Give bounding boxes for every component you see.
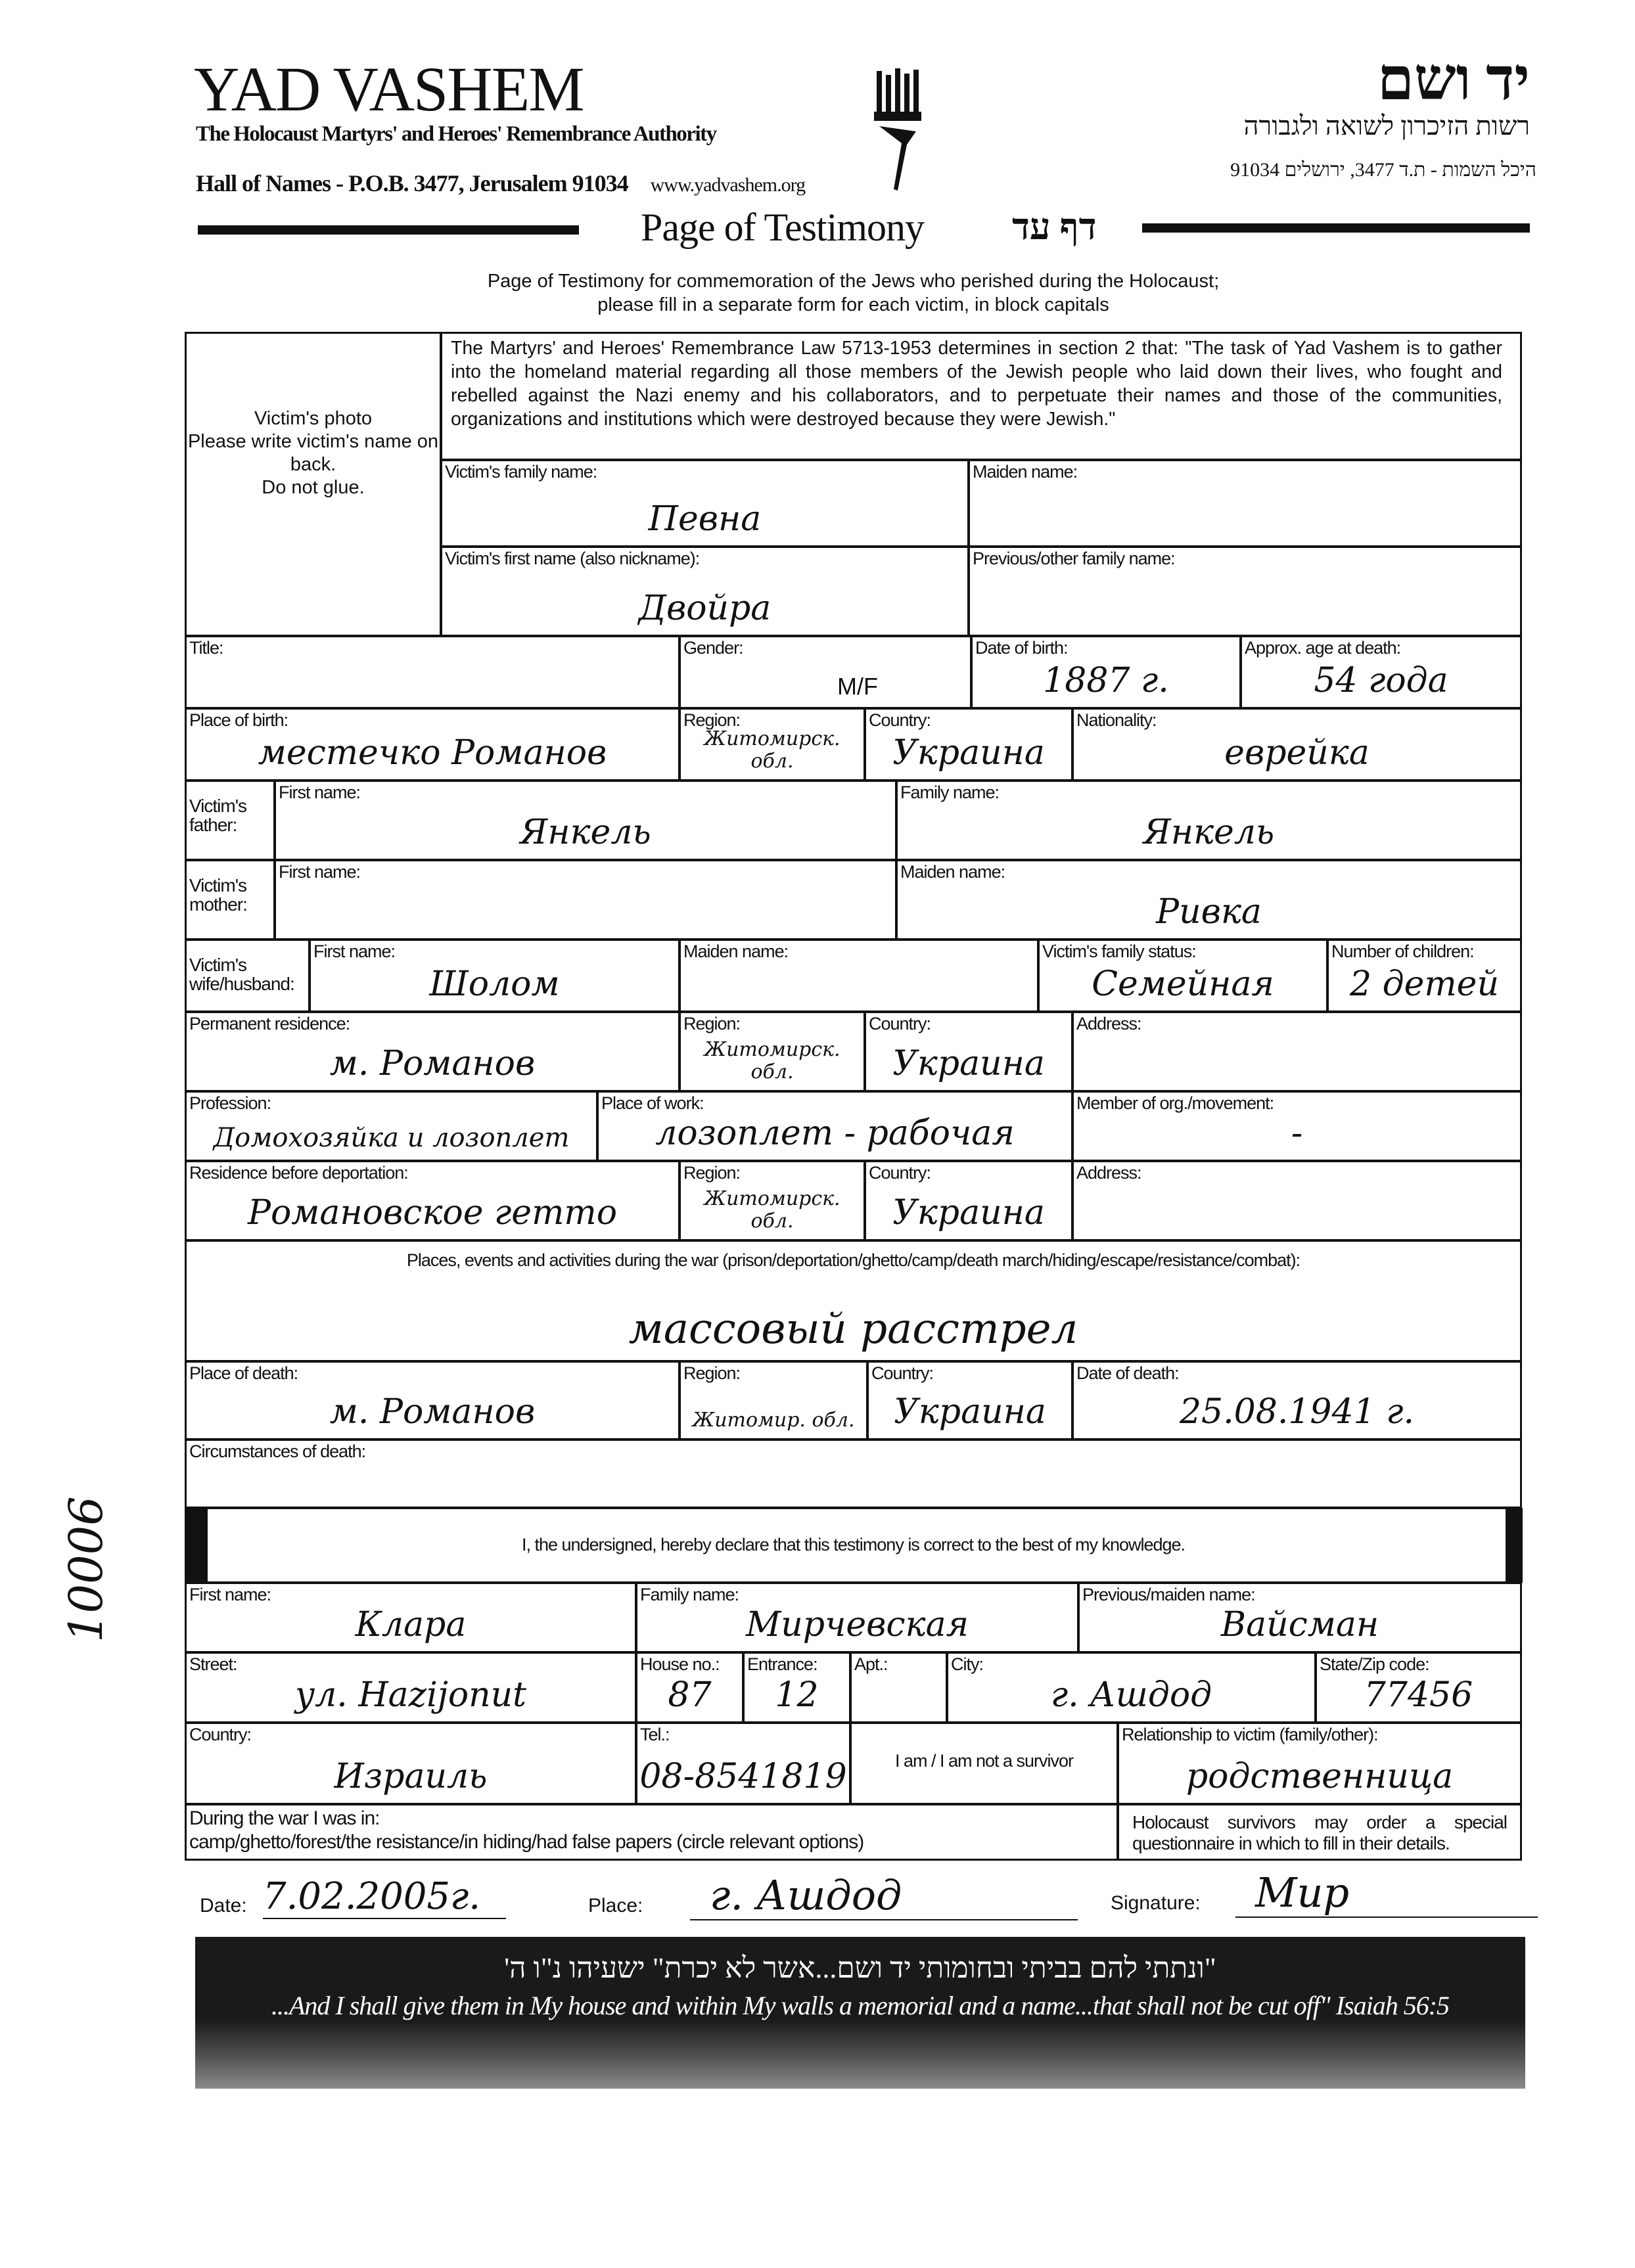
field-label: Maiden name: (973, 462, 1078, 482)
field-res-address[interactable] (1072, 1011, 1522, 1092)
field-title[interactable] (185, 635, 680, 709)
date-value[interactable]: 7.02.2005г. (263, 1875, 506, 1919)
declaration-bar-left (185, 1508, 208, 1583)
field-value: Житомирск. обл. (704, 1038, 841, 1083)
field-pre-region[interactable] (679, 1160, 865, 1241)
field-residence[interactable] (185, 1011, 680, 1092)
field-value: Домохозяйка и лозоплет (213, 1123, 570, 1153)
field-mother-maiden[interactable] (896, 859, 1522, 940)
field-sub-family[interactable] (635, 1582, 1079, 1653)
field-street[interactable] (185, 1652, 637, 1723)
field-label: Address: (1076, 1163, 1141, 1183)
field-label: Country: (869, 1014, 931, 1033)
field-label: Victim's wife/husband: (189, 955, 294, 995)
field-label: Place of death: (189, 1363, 298, 1383)
field-spouse-maiden[interactable] (679, 939, 1039, 1012)
field-value: Ривка (1156, 892, 1262, 932)
instructions (185, 269, 1521, 317)
field-label: Region: (683, 1363, 741, 1383)
field-father-family[interactable] (896, 780, 1522, 861)
field-label: Place of birth: (189, 710, 288, 730)
field-events[interactable] (185, 1240, 1522, 1362)
field-value: Украина (892, 1193, 1045, 1233)
field-label: Country: (189, 1725, 252, 1744)
field-label: First name: (313, 941, 396, 961)
field-family-name[interactable] (440, 459, 969, 547)
field-relationship[interactable] (1117, 1722, 1522, 1805)
field-value: г. Ашдод (1050, 1675, 1212, 1715)
field-label: Approx. age at death: (1245, 638, 1401, 658)
field-value: Семейная (1092, 964, 1274, 1004)
place-label: Place: (588, 1895, 643, 1916)
field-value: - (1291, 1114, 1303, 1153)
signoff-row (197, 1866, 1525, 1932)
field-spouse-label (185, 939, 310, 1012)
field-workplace[interactable] (597, 1091, 1073, 1162)
field-value: Романовское гетто (248, 1193, 617, 1233)
field-value: Украина (892, 1044, 1045, 1083)
field-label: First name: (189, 1585, 271, 1604)
field-label: Place of work: (601, 1093, 704, 1113)
footer-hebrew-quote: "ונתתי להם בביתי ובחומותי יד ושם...אשר לא יכרת" ישעיהו נ"ו ה' (504, 1952, 1216, 1984)
instructions-line-1: Page of Testimony for commemoration of the Jews who perished during the Holocaust; (487, 271, 1220, 292)
field-age[interactable] (1240, 635, 1522, 709)
field-label: Previous/other family name: (973, 549, 1175, 568)
field-label: Region: (683, 1163, 741, 1183)
footer-quote-band (195, 1937, 1525, 2089)
field-label: Victim's family name: (445, 462, 597, 482)
field-label: Places, events and activities during the war (prison/deportation/ghetto/camp/death march/hiding/escape/resistance/combat): (406, 1250, 1301, 1270)
hebrew-hall: היכל השמות - ת.ד 3477, ירושלים 91034 (1230, 159, 1536, 181)
field-during-war[interactable] (185, 1803, 1118, 1861)
field-value: 12 (775, 1675, 819, 1715)
field-pob-country[interactable] (864, 708, 1073, 781)
margin-note: 10006 (59, 1496, 113, 1643)
field-value: Житомир. обл. (692, 1409, 855, 1432)
field-value: Клара (355, 1605, 467, 1644)
field-res-country[interactable] (864, 1011, 1073, 1092)
instructions-line-2: please fill in a separate form for each victim, in block capitals (597, 294, 1109, 315)
field-value: м. Романов (329, 1044, 536, 1083)
field-value: 77456 (1364, 1675, 1473, 1715)
field-label: First name: (279, 862, 361, 882)
field-entrance[interactable] (743, 1652, 851, 1723)
field-value: Украина (894, 1392, 1046, 1432)
declaration-bar-right (1506, 1508, 1523, 1583)
page-title-hebrew: דף עד (1012, 207, 1097, 248)
website-link: www.yadvashem.org (650, 174, 806, 196)
field-survivor-note (1117, 1803, 1522, 1861)
field-label: State/Zip code: (1320, 1654, 1429, 1674)
field-father-first[interactable] (274, 780, 897, 861)
hebrew-title: יד ושם (1377, 47, 1530, 112)
field-member[interactable] (1072, 1091, 1522, 1162)
field-label: Profession: (189, 1093, 271, 1113)
field-label: Maiden name: (900, 862, 1005, 882)
field-pre-address[interactable] (1072, 1160, 1522, 1241)
field-label: Region: (683, 1014, 741, 1033)
field-label: Member of org./movement: (1076, 1093, 1274, 1113)
field-pre-country[interactable] (864, 1160, 1073, 1241)
field-father-label (185, 780, 275, 861)
field-label: Country: (869, 710, 931, 730)
field-value: 25.08.1941 г. (1179, 1392, 1415, 1432)
field-spouse-first[interactable] (309, 939, 680, 1012)
field-value: Израиль (334, 1757, 488, 1796)
field-label: Tel.: (640, 1725, 670, 1744)
field-children[interactable] (1327, 939, 1522, 1012)
title-rule-left (198, 225, 579, 235)
field-value: 1887 г. (1043, 661, 1169, 700)
field-death-place[interactable] (185, 1361, 680, 1440)
page-title: Page of Testimony (641, 206, 924, 249)
field-sub-country[interactable] (185, 1722, 637, 1805)
field-mother-label (185, 859, 275, 940)
authority-name: The Holocaust Martyrs' and Heroes' Remembrance Authority (196, 122, 716, 146)
field-sub-prev[interactable] (1078, 1582, 1522, 1653)
yad-vashem-logo-title: YAD VASHEM (194, 54, 584, 124)
field-zip[interactable] (1315, 1652, 1522, 1723)
field-label: Victim's father: (189, 796, 247, 836)
hall-address: Hall of Names - P.O.B. 3477, Jerusalem 91034 (196, 170, 628, 196)
menorah-logo-icon (874, 66, 927, 191)
field-value: массовый расстрел (628, 1305, 1078, 1353)
field-label: Permanent residence: (189, 1014, 350, 1033)
field-city[interactable] (946, 1652, 1316, 1723)
field-value: еврейка (1224, 733, 1370, 773)
field-label: Entrance: (747, 1654, 818, 1674)
field-label: Gender: (683, 638, 743, 658)
field-pob[interactable] (185, 708, 680, 781)
field-value: ул. Hazijonut (294, 1675, 526, 1715)
field-label: Holocaust survivors may order a special questionnaire in which to fill in their details. (1132, 1812, 1507, 1853)
field-death-region[interactable] (679, 1361, 868, 1440)
law-text: The Martyrs' and Heroes' Remembrance Law 5713-1953 determines in section 2 that: "The task of Yad Vashem is to gather into the homeland material regarding all those members of the Jewish people who laid down their lives, who fought and rebelled against the Nazi enemy and his collaborators, and to perpetuate their names and those of the communities, organizations and institutions which were destroyed because they were Jewish." (451, 338, 1502, 430)
field-label: House no.: (640, 1654, 720, 1674)
field-gender[interactable] (679, 635, 972, 709)
field-value: Янкель (1143, 813, 1275, 852)
field-sub-first[interactable] (185, 1582, 637, 1653)
field-label: Victim's family status: (1042, 941, 1196, 961)
date-label: Date: (200, 1895, 247, 1916)
field-value: Певна (648, 499, 762, 539)
field-survivor[interactable] (850, 1722, 1118, 1805)
field-declaration (185, 1507, 1522, 1583)
photo-note: Victim's photo Please write victim's name on back. Do not glue. (187, 408, 439, 498)
field-death-country[interactable] (867, 1361, 1073, 1440)
field-value: Вайсман (1220, 1605, 1379, 1644)
field-label: Family name: (640, 1585, 739, 1604)
field-tel[interactable] (635, 1722, 851, 1805)
field-res-region[interactable] (679, 1011, 865, 1092)
field-label: I am / I am not a survivor (894, 1751, 1074, 1771)
field-pre-deport[interactable] (185, 1160, 680, 1241)
field-label: During the war I was in: camp/ghetto/forest/the resistance/in hiding/had false papers (circle relevant options) (189, 1807, 864, 1853)
hall-of-names-address (196, 170, 805, 197)
field-maiden-name[interactable] (968, 459, 1522, 547)
field-pob-region[interactable] (679, 708, 865, 781)
field-mother-first[interactable] (274, 859, 897, 940)
field-value: Шолом (429, 964, 560, 1004)
field-value: Украина (892, 733, 1045, 773)
field-label: Street: (189, 1654, 237, 1674)
field-value: 87 (668, 1675, 712, 1715)
field-apt[interactable] (850, 1652, 948, 1723)
field-label: Date of death: (1076, 1363, 1179, 1383)
hebrew-authority: רשות הזיכרון לשואה ולגבורה (1243, 111, 1530, 141)
field-circumstances[interactable] (185, 1439, 1522, 1508)
field-label: Country: (869, 1163, 931, 1183)
footer-english-quote: ...And I shall give them in My house and within My walls a memorial and a name...that shall not be cut off" Isaiah 56:5 (271, 1991, 1450, 2020)
field-value: Житомирск. обл. (704, 1187, 841, 1233)
field-label: Previous/maiden name: (1082, 1585, 1255, 1604)
field-label: Victim's mother: (189, 875, 247, 915)
field-house[interactable] (635, 1652, 744, 1723)
field-value: M/F (837, 673, 878, 700)
field-label: Date of birth: (975, 638, 1068, 658)
field-label: Country: (871, 1363, 934, 1383)
field-label: Address: (1076, 1014, 1141, 1033)
field-label: Family name: (900, 782, 1000, 802)
field-label: Residence before deportation: (189, 1163, 408, 1183)
field-previous-name[interactable] (968, 546, 1522, 637)
field-death-date[interactable] (1072, 1361, 1522, 1440)
field-value: Мирчевская (745, 1605, 969, 1644)
field-label: Nationality: (1076, 710, 1157, 730)
title-rule-right (1142, 223, 1530, 233)
field-label: Relationship to victim (family/other): (1122, 1725, 1378, 1744)
field-label: City: (951, 1654, 983, 1674)
field-family-status[interactable] (1038, 939, 1328, 1012)
field-profession[interactable] (185, 1091, 598, 1162)
field-label: Maiden name: (683, 941, 789, 961)
field-label: I, the undersigned, hereby declare that this testimony is correct to the best of my knowledge. (521, 1535, 1186, 1554)
field-value: Двойра (638, 589, 771, 628)
field-label: Victim's first name (also nickname): (445, 549, 700, 568)
field-first-name[interactable] (440, 546, 969, 637)
signature-value[interactable]: Мир (1235, 1869, 1538, 1918)
field-label: Region: (683, 710, 741, 730)
field-label: First name: (279, 782, 361, 802)
field-value: 54 года (1314, 661, 1448, 700)
signature-label: Signature: (1111, 1892, 1201, 1914)
field-value: местечко Романов (258, 733, 607, 773)
field-label: Number of children: (1331, 941, 1474, 961)
field-value: Житомирск. обл. (704, 727, 841, 773)
field-value: родственница (1186, 1757, 1454, 1796)
field-label: Apt.: (854, 1654, 888, 1674)
field-value: 2 детей (1350, 964, 1499, 1004)
field-nationality[interactable] (1072, 708, 1522, 781)
field-value: лозоплет - рабочая (655, 1114, 1015, 1153)
field-value: Янкель (520, 813, 651, 852)
field-label: Circumstances of death: (189, 1441, 366, 1461)
field-label: Title: (189, 638, 223, 658)
field-value: 08-8541819 (639, 1757, 847, 1796)
field-value: м. Романов (329, 1392, 536, 1432)
field-dob[interactable] (971, 635, 1241, 709)
place-value[interactable]: г. Ашдод (690, 1871, 1078, 1920)
